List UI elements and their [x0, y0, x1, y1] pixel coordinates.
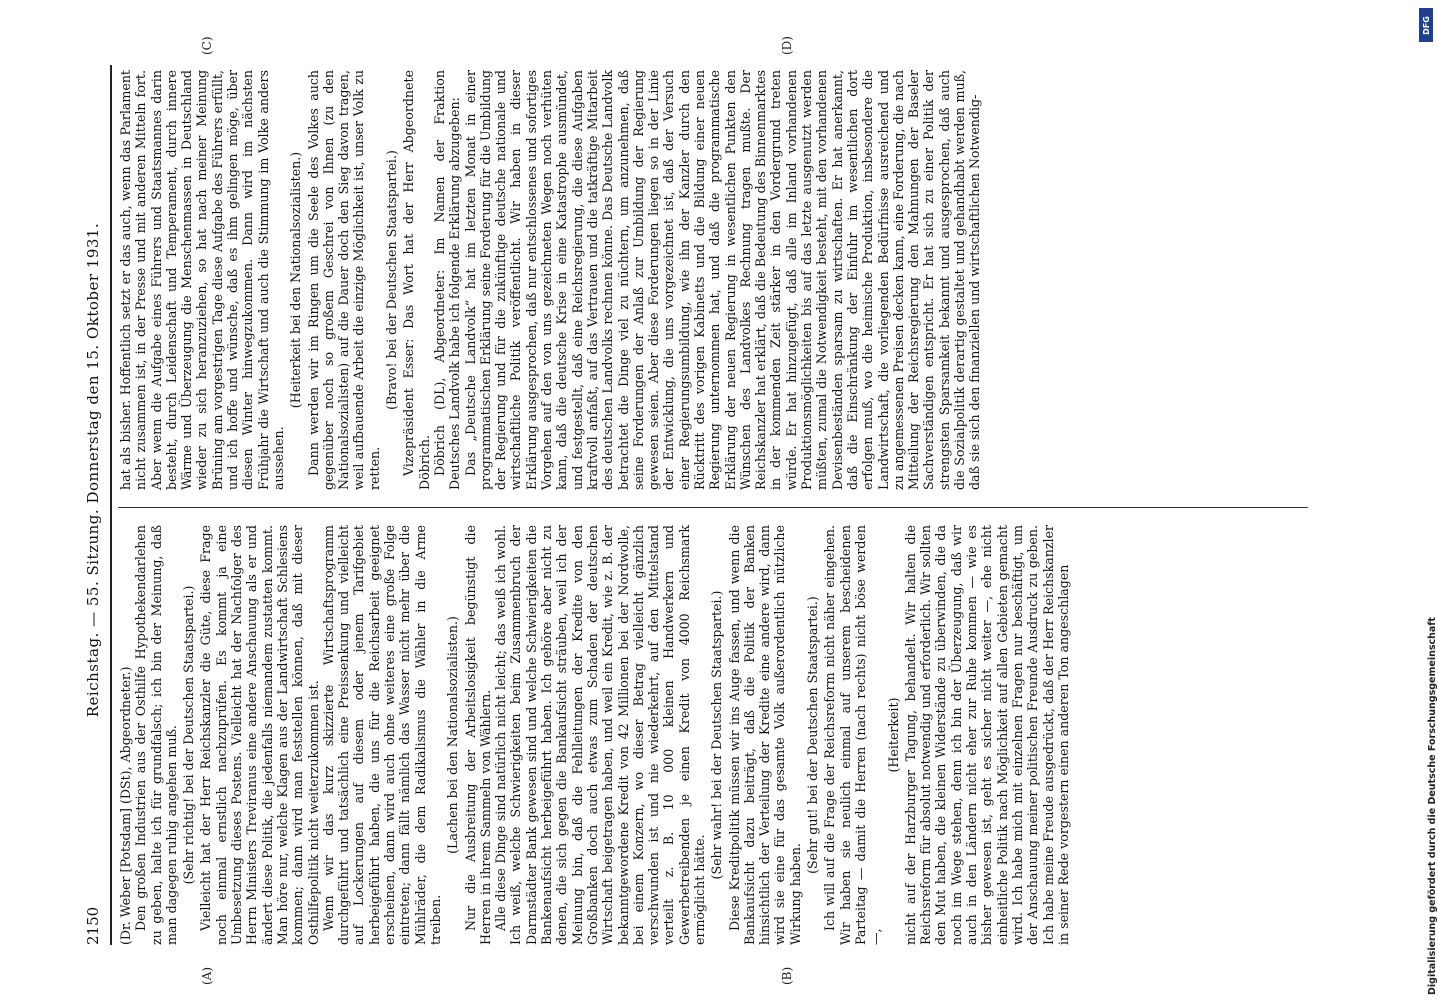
paragraph: Vielleicht hat der Herr Reichskanzler die Güte, diese Frage noch einmal ernstlich nachzuprüfen. Es kommt ja eine Umbesetzung dieses Postens. Vielleicht hat der Nachfolger des Herrn Ministers Treviranus eine andere Anschauung als er und ändert diese Politik, die jedenfalls niemandem zustatten kommt. Man höre nur, welche Klagen aus der Landwirtschaft Schlesiens kommen; dann wird man feststellen können, daß mit dieser Osthilfepolitik nicht weiterzukommen ist.	[198, 525, 321, 945]
digitization-note-strip	[1415, 0, 1438, 1000]
paragraph: Den großen Industrien aus der Osthilfe Hypothekendarlehen zu geben, halte ich für grundfalsch; ich bin der Meinung, daß man dagegen ruhig angehen muß.	[133, 525, 179, 945]
digitization-note: Digitalisierung gefördert durch die Deutsche Forschungsgemeinschaft	[1427, 617, 1438, 995]
right-column	[118, 70, 1308, 490]
margin-marker-d: (D)	[780, 36, 794, 55]
paragraph: Das „Deutsche Landvolk“ hat im letzten Monat in einer programmatischen Erklärung seine Forderung für die Umbildung der Regierung und für die zukünftige deutsche nationale und wirtschaftliche Politik veröffentlicht. Wir haben in dieser Erklärung ausgesprochen, daß nur entschlossenes und sofortiges Vorgehen auf den von uns gezeichneten Wegen noch verhüten kann, daß die deutsche Krise in eine Katastrophe ausmündet, und festgestellt, daß eine Reichsregierung, die diese Aufgaben kraftvoll anfaßt, auf das Vertrauen und die tatkräftige Mitarbeit des deutschen Landvolks rechnen könne. Das Deutsche Landvolk betrachtet die Dinge viel zu nüchtern, um anzunehmen, daß seine Forderungen der Anlaß zur Umbildung der Regierung gewesen seien. Aber diese Forderungen liegen so in der Linie der Entwicklung, die uns vorgezeichnet ist, daß der Versuch einer Regierungsumbildung, wie ihn der Kanzler durch den Rücktritt des vorigen Kabinetts und die Bildung einer neuen Regierung unternommen hat, und daß die programmatische Erklärung der neuen Regierung in wesentlichen Punkten den Wünschen des Landvolkes Rechnung tragen mußte. Der Reichskanzler hat erklärt, daß die Bedeutung des Binnenmarktes in der kommenden Zeit stärker in den Vordergrund treten würde. Er hat hinzugefügt, daß alle im Inland vorhandenen Produktionsmöglichkeiten bis auf das letzte ausgenutzt werden müßten, zumal die Notwendigkeit besteht, mit den vorhandenen Devisenbeständen sparsam zu wirtschaften. Er hat anerkannt, daß die Einschränkung der Einfuhr im wesentlichen dort erfolgen muß, wo die heimische Produktion, insbesondere die Landwirtschaft, die vorliegenden Bedürfnisse ausreichend und zu angemessenen Preisen decken kann, eine Forderung, die nach Mitteilung der Reichsregierung den Mahnungen der Baseler Sachverständigen entspricht. Er hat sich zu einer Politik der strengsten Sparsamkeit bekannt und ausgesprochen, daß auch die Sozialpolitik derartig gestaltet und gehandhabt werden muß, daß sie sich den finanziellen und wirtschaftlichen Notwendig-	[462, 70, 983, 490]
margin-marker-c: (C)	[200, 36, 214, 55]
interjection: (Lachen bei den Nationalsozialisten.)	[445, 616, 461, 854]
page-number: 2150	[84, 906, 102, 945]
paragraph: hat als bisher. Hoffentlich setzt er das auch, wenn das Parlament nicht zusammen ist, in der Presse und mit anderen Mitteln fort. Aber wenn die Aufgabe eines Führers und Staatsmannes darin besteht, durch Leidenschaft und Temperament, durch innere Wärme und Überzeugung die Menschenmassen in Deutschland wieder zu sich heranzuziehen, so hat nach meiner Meinung Brüning am vorgestrigen Tage diese Aufgabe des Führers erfüllt, und ich hoffe und wünsche, daß es ihm gelingen möge, über diesen Winter hinwegzukommen. Dann wird im nächsten Frühjahr die Wirtschaft und auch die Stimmung im Volke anders aussehen.	[118, 70, 286, 490]
paragraph: (Dr. Weber [Potsdam] (DSt), Abgeordneter.)	[118, 666, 133, 945]
paragraph: Wenn wir das kurz skizzierte Wirtschaftsprogramm durchgeführt und tatsächlich eine Preissenkung und vielleicht auf Lockerungen auf diesem oder jenem Tarifgebiet herbeigeführt haben, die uns für die Reichsarbeit geeignet erscheinen, dann wird auch ohne weiteres eine große Folge eintreten; dann fällt nämlich das Wasser nicht mehr über die Mühlräder, die dem Radikalismus die Wähler in die Arme treiben.	[320, 525, 443, 945]
header-rule	[110, 65, 112, 945]
paragraph: Alle diese Dinge sind natürlich nicht leicht; das weiß ich wohl. Ich weiß, welche Schwierigkeiten beim Zusammenbruch der Darmstädter Bank gewesen sind und welche Schwierigkeiten die Bankenaufsicht herbeigeführt haben. Ich gehöre aber nicht zu denen, die sich gegen die Bankaufsicht sträuben, weil ich der Meinung bin, daß die Fehlleitungen der Kredite von den Großbanken doch auch etwas zum Schaden der deutschen Wirtschaft beigetragen haben, und weil ein Kredit, wie z. B. der bekanntgewordene Kredit von 42 Millionen bei der Nordwolle, bei einem Konzern, wo dieser Betrag vielleicht gänzlich verschwunden ist und nie wiederkehrt, auf den Mittelstand verteilt z. B. 10 000 kleinen Handwerkern und Gewerbetreibenden je einen Kredit von 4000 Reichsmark ermöglicht hätte.	[493, 525, 707, 945]
paragraph: nicht auf der Harzburger Tagung, behandelt. Wir halten die Reichsreform für absolut notwendig und erforderlich. Wir sollten den Mut haben, die kleinen Widerstände zu überwinden, die da noch im Wege stehen, denn ich bin der Überzeugung, daß wir auch in den Ländern nicht eher zur Ruhe kommen — wie es bisher gewesen ist, geht es sicher nicht weiter —, ehe nicht einheitliche Politik nach Möglichkeit auf allen Gebieten gemacht wird. Ich habe mich mit einzelnen Fragen nur beschäftigt, um der Anschauung meiner politischen Freunde Ausdruck zu geben. Ich habe meine Freude ausgedrückt, daß der Herr Reichskanzler in seiner Rede vorgestern einen anderen Ton angeschlagen	[902, 525, 1071, 945]
interjection: (Bravo! bei der Deutschen Staatspartei.)	[384, 150, 400, 410]
running-title: Reichstag. — 55. Sitzung. Donnerstag den 15. Oktober 1931.	[84, 222, 102, 718]
margin-marker-b: (B)	[780, 966, 794, 985]
paragraph: Ich will auf die Frage der Reichsreform nicht näher eingehen. Wir haben sie neulich einmal auf unserem bescheidenen Parteitag — damit die Herren (nach rechts) nicht böse werden —,	[822, 525, 884, 945]
interjection: (Heiterkeit bei den Nationalsozialisten.)	[288, 151, 304, 409]
rotated-page-content	[80, 36, 1320, 985]
column-divider	[118, 507, 1308, 508]
dfg-logo-text: DFG	[1421, 15, 1431, 35]
margin-marker-a: (A)	[200, 966, 214, 985]
interjection: (Sehr richtig! bei der Deutschen Staatspartei.)	[181, 585, 197, 885]
paragraph: Döbrich (DL), Abgeordneter: Im Namen der Fraktion Deutsches Landvolk habe ich folgende Erklärung abzugeben:	[431, 70, 463, 490]
paragraph: Nur die Ausbreitung der Arbeitslosigkeit begünstigt die Herren in ihrem Sammeln von Wählern.	[462, 525, 493, 945]
paragraph: Vizepräsident Esser: Das Wort hat der Herr Abgeordnete Döbrich.	[401, 70, 432, 490]
interjection: (Heiterkeit)	[885, 697, 901, 773]
paragraph: Dann werden wir im Ringen um die Seele des Volkes auch gegenüber noch so großem Geschrei von Ihnen (zu den Nationalsozialisten) auf die Dauer doch den Sieg davon tragen, weil aufbauende Arbeit die einzige Möglichkeit ist, unser Volk zu retten.	[305, 70, 382, 490]
page-header	[80, 65, 106, 945]
left-column	[118, 525, 1308, 945]
interjection: (Sehr gut! bei der Deutschen Staatspartei.)	[805, 596, 821, 874]
paragraph: Diese Kreditpolitik müssen wir ins Auge fassen, und wenn die Bankaufsicht dazu beiträgt, daß die Politik der Banken hinsichtlich der Verteilung der Kredite eine andere wird, dann wird sie eine für das gesamte Volk außerordentlich nützliche Wirkung haben.	[726, 525, 803, 945]
interjection: (Sehr wahr! bei der Deutschen Staatspartei.)	[709, 590, 725, 880]
